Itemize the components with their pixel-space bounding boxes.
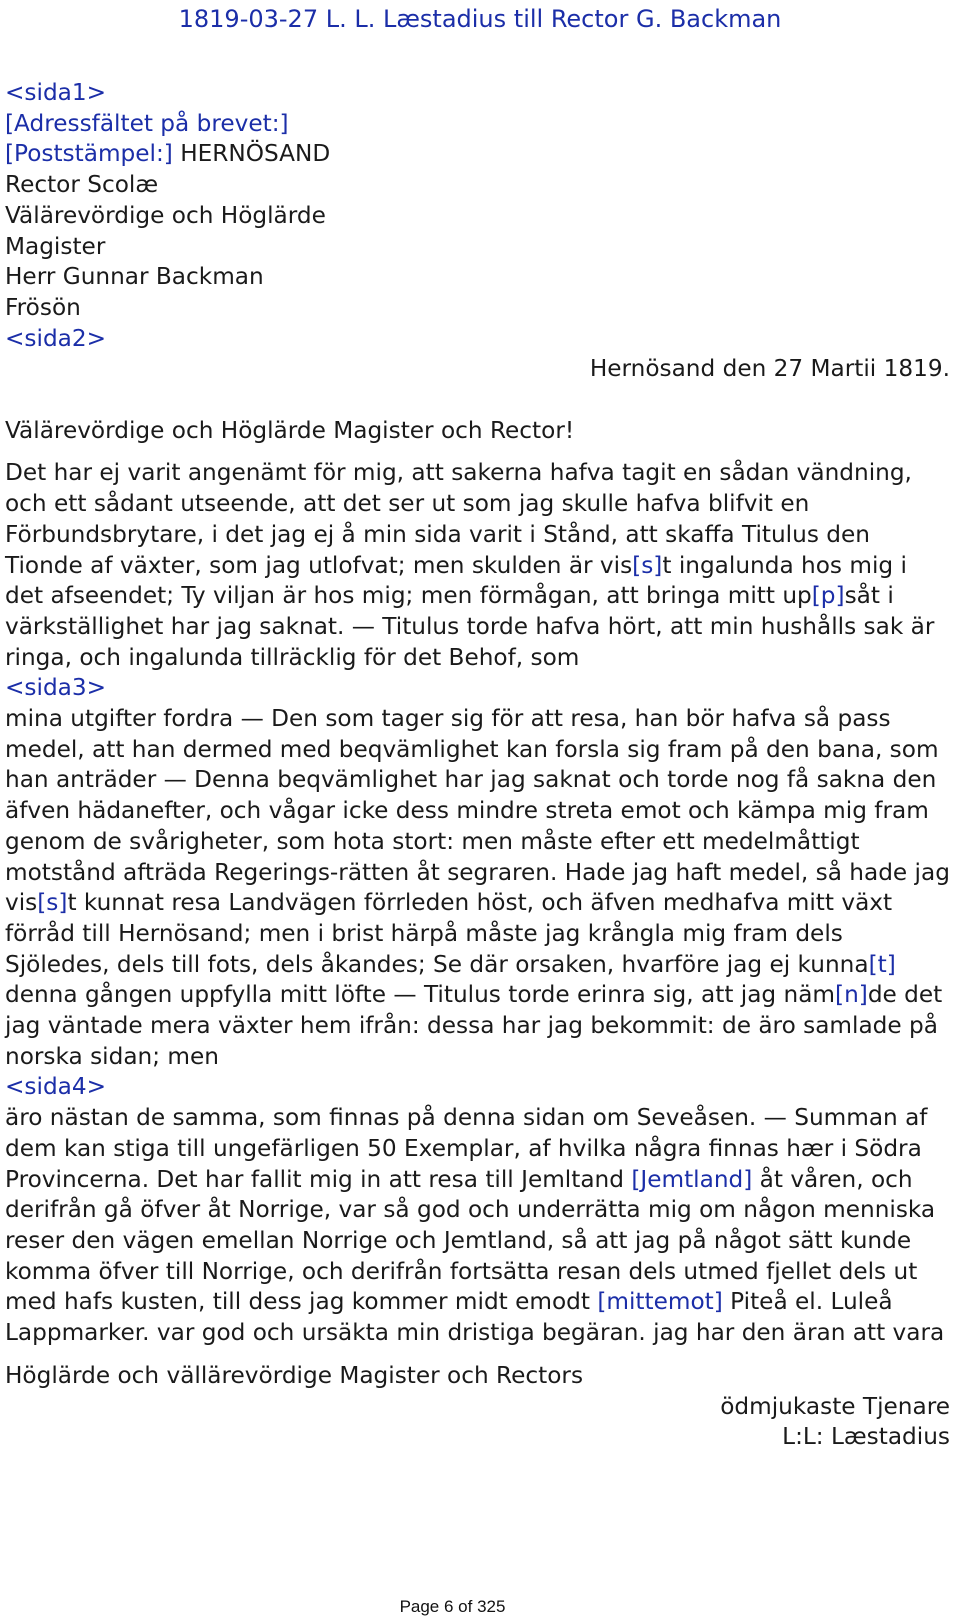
document-title: 1819-03-27 L. L. Læstadius till Rector G. Backman bbox=[178, 5, 782, 33]
address-line: Frösön bbox=[5, 293, 81, 321]
editorial-insertion: [s] bbox=[37, 889, 68, 917]
address-line: Magister bbox=[5, 232, 106, 260]
editorial-insertion: [mittemot] bbox=[597, 1288, 723, 1316]
text-run: Det har ej varit angenämt för mig, att sakerna hafva tagit en sådan vändning, och ett sådant utseende, att det ser ut som jag skulle hafva blifvit en Förbundsbrytare, i det jag ej å min sida varit i Stånd, att skaffa Titulus den Tionde af växter, som jag utlofvat; men skulden är vis bbox=[5, 459, 912, 579]
text-run: åt våren, och derifrån gå öfver åt Norrige, var så god och underrätta mig om någon menniska reser den vägen emellan Norrige och Jemtland, så att jag på något sätt kunde komma öfver till Norrige, och derifrån fortsätta resan dels utmed fjellet dels ut med hafs kusten, till dess jag kommer midt emodt bbox=[5, 1165, 936, 1316]
postmark-value: HERNÖSAND bbox=[172, 140, 331, 168]
address-line: Välärevördige och Höglärde bbox=[5, 201, 326, 229]
address-line: Herr Gunnar Backman bbox=[5, 263, 264, 291]
closing-line: Höglärde och vällärevördige Magister och Rectors bbox=[5, 1361, 584, 1389]
signature-line-1: ödmjukaste Tjenare bbox=[720, 1392, 950, 1420]
paragraph-3 bbox=[5, 1103, 950, 1349]
text-run: t kunnat resa Landvägen förrleden höst, och äfven medhafva mitt växt förråd till Hernösand; men i brist härpå måste jag krångla mig fram dels Sjöledes, dels till fots, dels åkandes; Se där orsaken, hvarföre jag ej kunna bbox=[5, 889, 893, 978]
page-marker-3: <sida3> bbox=[5, 674, 107, 702]
page-marker-2: <sida2> bbox=[5, 324, 107, 352]
text-run: t ingalunda hos mig i det afseendet; Ty viljan är hos mig; men förmågan, att bringa mitt up bbox=[5, 551, 907, 610]
text-run: denna gången uppfylla mitt löfte — Titulus torde erinra sig, att jag näm bbox=[5, 981, 836, 1009]
text-run: såt i värkställighet har jag saknat. — Titulus torde hafva hört, att min hushålls sak är ringa, och ingalunda tillräcklig för det Behof, som bbox=[5, 582, 935, 671]
address-line: Rector Scolæ bbox=[5, 171, 159, 199]
editorial-insertion: [n] bbox=[835, 981, 868, 1009]
page-number: Page 6 of 325 bbox=[399, 1597, 506, 1616]
text-run: mina utgifter fordra — Den som tager sig för att resa, han bör hafva så pass medel, att han dermed med beqvämlighet kan forsla sig fram på den bana, som han anträder — Denna beqvämlighet har jag saknat och torde nog få sakna den äfven hädanefter, och vågar icke dess mindre streta emot och kämpa mig fram genom de svårigheter, som hota stort: men måste efter ett medelmåttigt motstånd afträda Regerings-rätten åt segraren. Hade jag haft medel, så hade jag vis bbox=[5, 705, 950, 917]
paragraph-1 bbox=[5, 458, 950, 673]
page-marker-1: <sida1> bbox=[5, 79, 107, 106]
salutation: Välärevördige och Höglärde Magister och Rector! bbox=[5, 416, 575, 444]
text-run: äro nästan de samma, som finnas på denna sidan om Seveåsen. — Summan af dem kan stiga till ungefärligen 50 Exemplar, af hvilka några finnas hær i Södra Provincerna. Det har fallit mig in att resa till Jemltand bbox=[5, 1104, 928, 1193]
paragraph-2 bbox=[5, 704, 950, 1072]
signature-line-2: L:L: Læstadius bbox=[782, 1423, 950, 1451]
editorial-insertion: [Jemtland] bbox=[631, 1165, 753, 1193]
editorial-insertion: [t] bbox=[868, 950, 896, 978]
editorial-insertion: [p] bbox=[811, 582, 845, 610]
text-run: Piteå el. Luleå Lappmarker. var god och ursäkta min dristiga begäran. jag har den äran att vara bbox=[5, 1288, 945, 1347]
letter-body bbox=[5, 78, 950, 1453]
text-run: de det jag väntade mera växter hem ifrån: dessa har jag bekommit: de äro samlade på norska sidan; men bbox=[5, 981, 943, 1070]
editorial-insertion: [s] bbox=[632, 551, 663, 579]
page-marker-4: <sida4> bbox=[5, 1073, 107, 1101]
dateline: Hernösand den 27 Martii 1819. bbox=[589, 355, 950, 383]
address-field-label: [Adressfältet på brevet:] bbox=[5, 109, 289, 137]
postmark-line bbox=[5, 139, 950, 170]
postmark-label: [Poststämpel:] bbox=[5, 140, 173, 168]
